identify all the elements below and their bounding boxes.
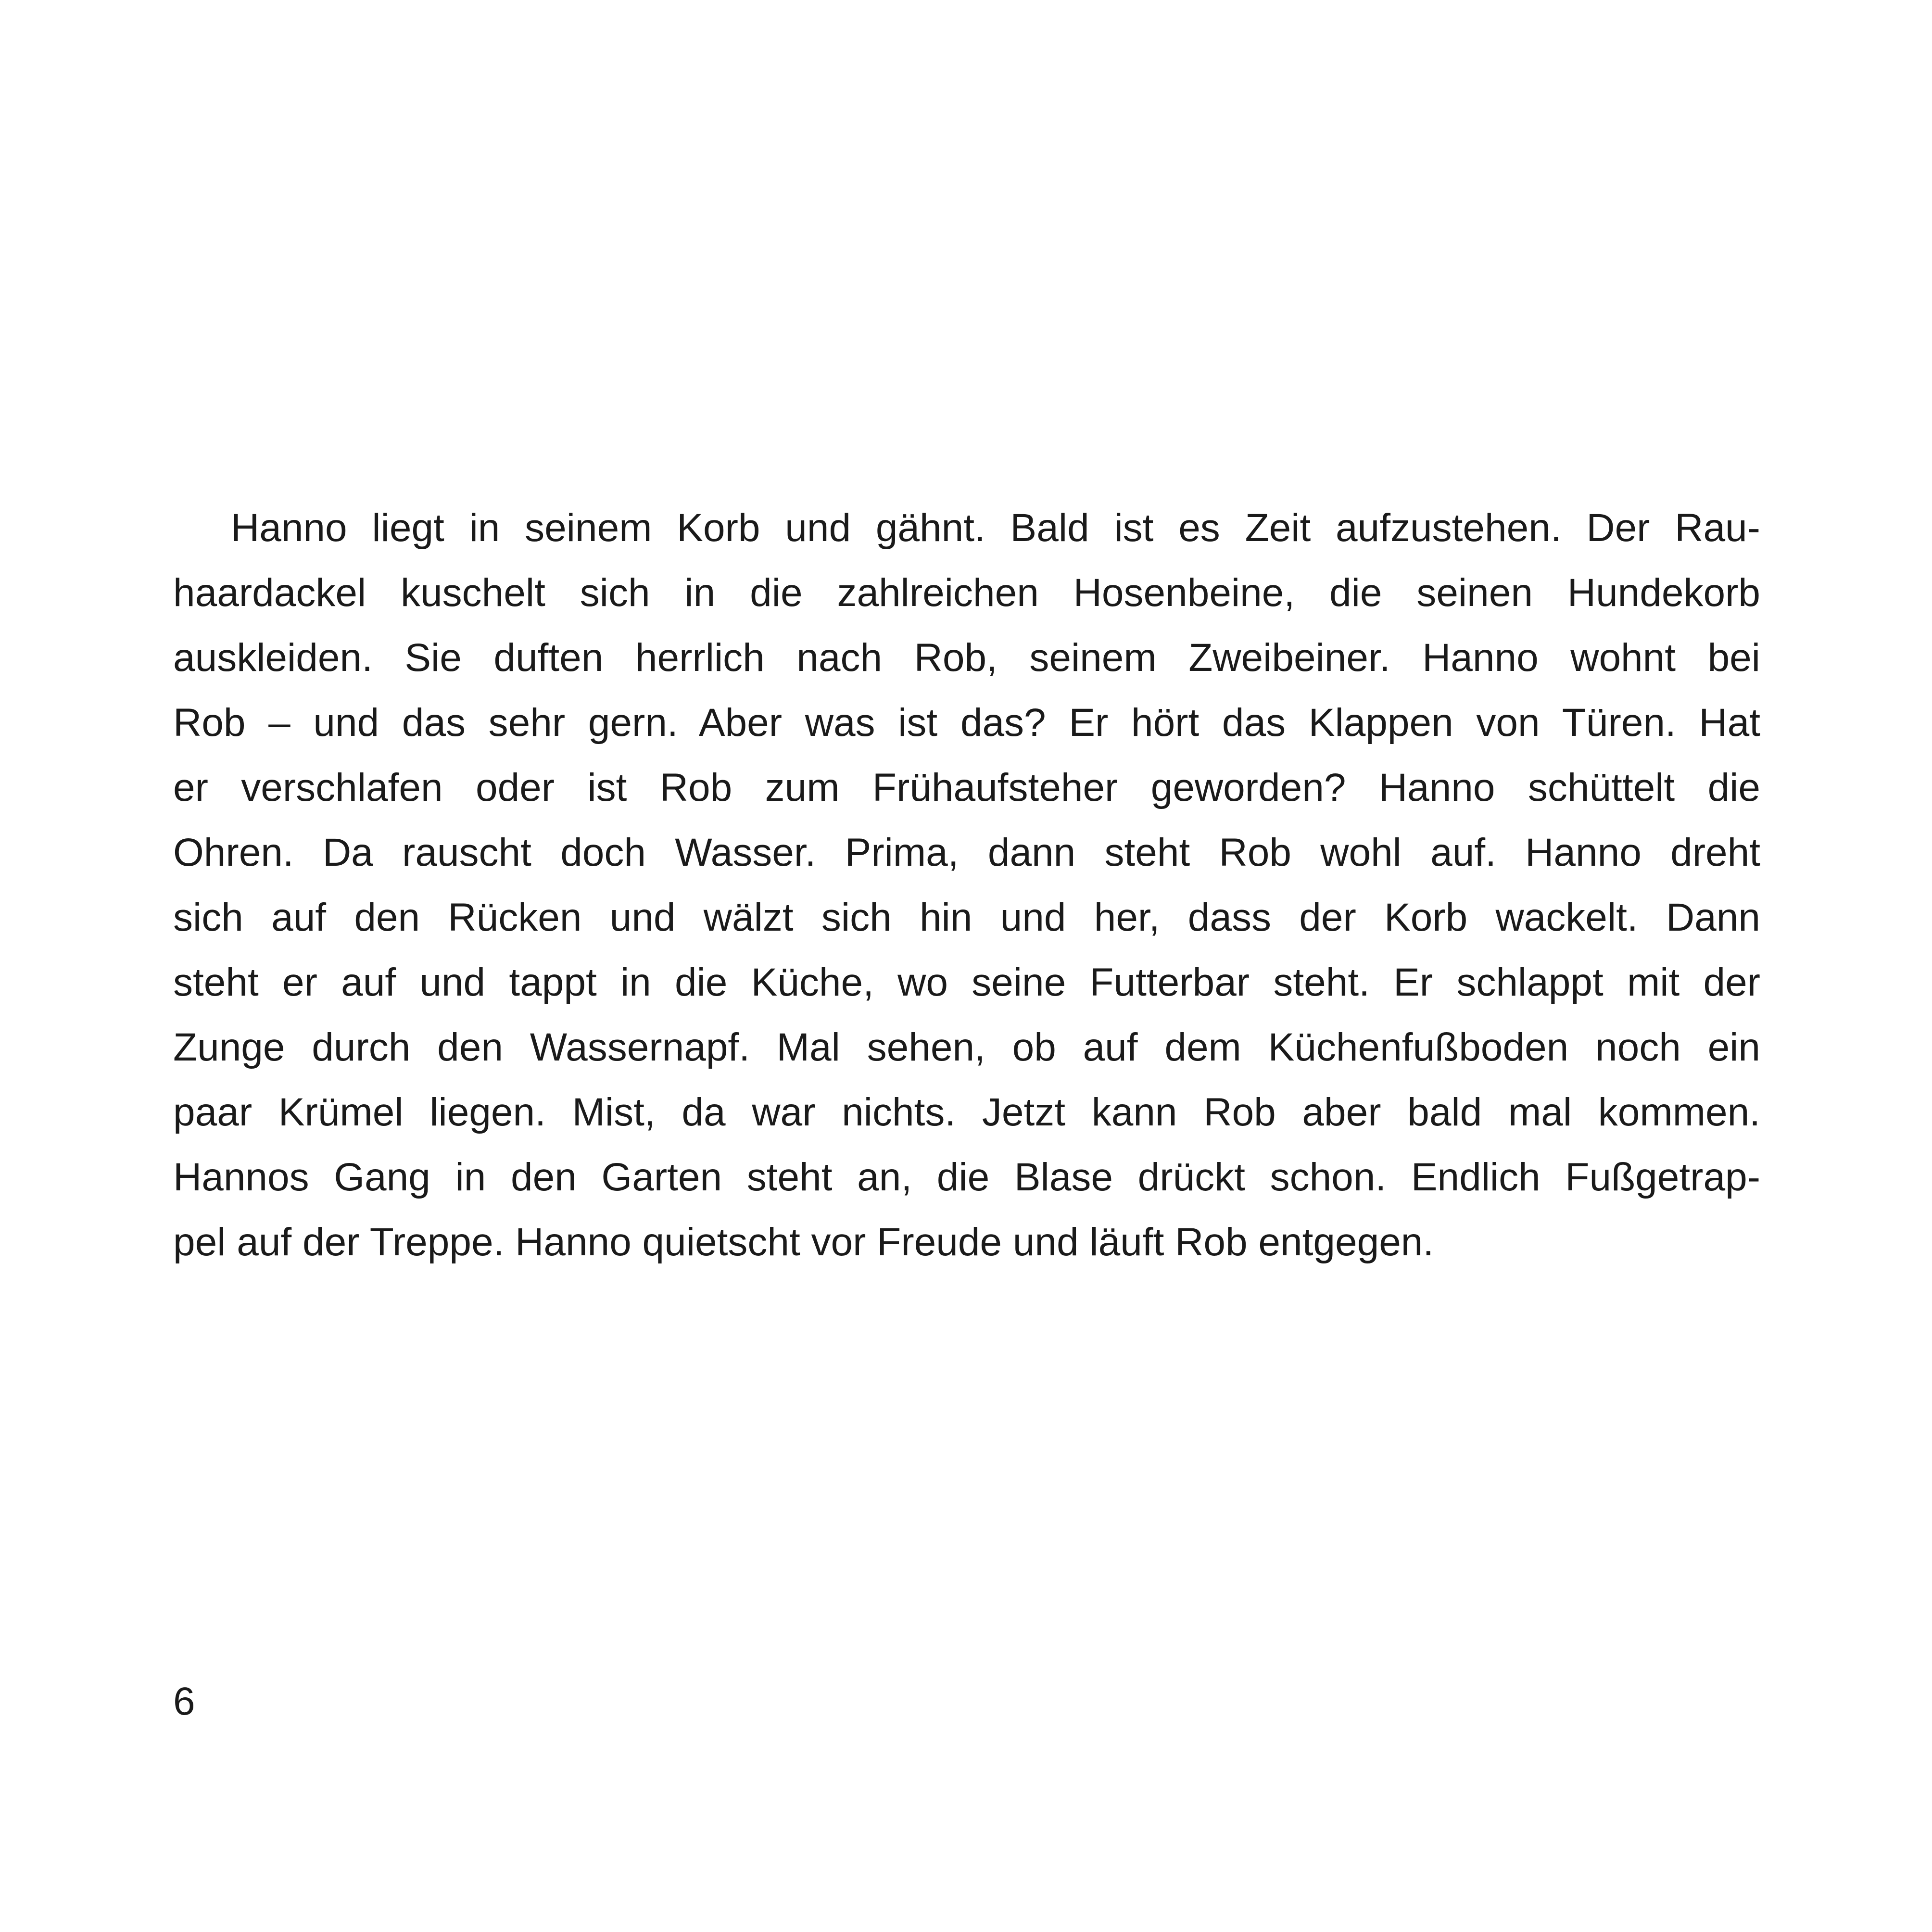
paragraph-line: er verschlafen oder ist Rob zum Frühaufsteher geworden? Hanno schüttelt die: [173, 766, 1760, 809]
page-number: 6: [173, 1679, 195, 1723]
paragraph-line: sich auf den Rücken und wälzt sich hin und her, dass der Korb wackelt. Dann: [173, 896, 1760, 939]
paragraph-line: steht er auf und tappt in die Küche, wo seine Futterbar steht. Er schlappt mit der: [173, 960, 1760, 1004]
paragraph-line: Hanno liegt in seinem Korb und gähnt. Bald ist es Zeit aufzustehen. Der Rau-: [231, 506, 1760, 550]
paragraph-line: auskleiden. Sie duften herrlich nach Rob, seinem Zweibeiner. Hanno wohnt bei: [173, 636, 1760, 680]
paragraph-line: Rob – und das sehr gern. Aber was ist das? Er hört das Klappen von Türen. Hat: [173, 701, 1760, 745]
paragraph-line: pel auf der Treppe. Hanno quietscht vor Freude und läuft Rob entgegen.: [173, 1220, 1434, 1264]
paragraph-line: Ohren. Da rauscht doch Wasser. Prima, dann steht Rob wohl auf. Hanno dreht: [173, 831, 1760, 874]
paragraph-line: haardackel kuschelt sich in die zahlreichen Hosenbeine, die seinen Hundekorb: [173, 571, 1760, 615]
body-paragraph: [173, 495, 1760, 1275]
paragraph-line: Zunge durch den Wassernapf. Mal sehen, ob auf dem Küchenfußboden noch ein: [173, 1025, 1760, 1069]
paragraph-line: paar Krümel liegen. Mist, da war nichts. Jetzt kann Rob aber bald mal kommen.: [173, 1090, 1760, 1134]
paragraph-line: Hannos Gang in den Garten steht an, die Blase drückt schon. Endlich Fußgetrap-: [173, 1155, 1760, 1199]
